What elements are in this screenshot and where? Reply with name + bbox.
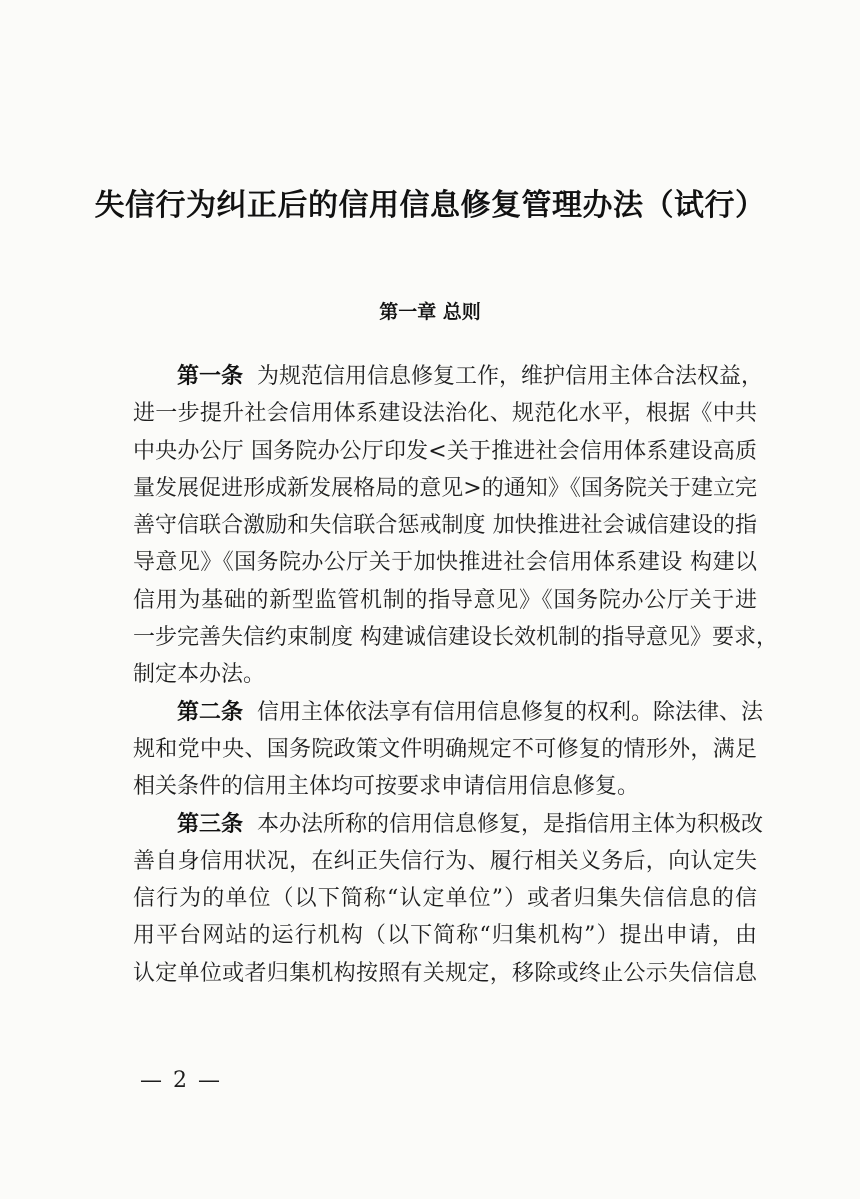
document-title: 失信行为纠正后的信用信息修复管理办法（试行） [94,188,766,223]
article-2-label: 第二条 [177,699,244,725]
article-1-text: 为规范信用信息修复工作，维护信用主体合法权益， [257,364,764,389]
article-1-line [133,358,764,395]
article-2-line: 相关条件的信用主体均可按要求申请信用信息修复。 [133,774,640,800]
article-1-line: 制定本办法。 [133,662,266,688]
page-number: — 2 — [140,1068,222,1093]
article-3-line: 认定单位或者归集机构按照有关规定，移除或终止公示失信信息 [133,960,757,986]
article-2-line: 规和党中央、国务院政策文件明确规定不可修复的情形外，满足 [133,736,757,762]
chapter-heading: 第一章 总则 [379,301,481,323]
article-3-line: 信行为的单位（以下简称“认定单位”）或者归集失信信息的信 [133,886,757,912]
article-1-line: 一步完善失信约束制度 构建诚信建设长效机制的指导意见》要求， [133,625,778,651]
article-1-line: 善守信联合激励和失信联合惩戒制度 加快推进社会诚信建设的指 [133,513,757,539]
article-1-label: 第一条 [177,364,244,389]
article-3-label: 第三条 [177,811,244,837]
article-3-text: 本办法所称的信用信息修复，是指信用主体为积极改 [257,811,764,837]
article-3-line: 善自身信用状况，在纠正失信行为、履行相关义务后，向认定失 [133,848,757,874]
article-3-line: 用平台网站的运行机构（以下简称“归集机构”）提出申请，由 [133,923,757,949]
article-1-line: 中央办公厅 国务院办公厅印发<关于推进社会信用体系建设高质 [133,438,757,464]
article-1-line: 导意见》《国务院办公厅关于加快推进社会信用体系建设 构建以 [133,550,757,576]
article-1-line: 量发展促进形成新发展格局的意见>的通知》《国务院关于建立完 [133,475,757,501]
article-1-line: 进一步提升社会信用体系建设法治化、规范化水平，根据《中共 [133,401,757,427]
article-2-text: 信用主体依法享有信用信息修复的权利。除法律、法 [257,699,764,725]
article-2-line [133,694,764,731]
article-3-line [133,806,764,843]
document-body [133,358,778,992]
article-1-line: 信用为基础的新型监管机制的指导意见》《国务院办公厅关于进 [133,587,757,613]
